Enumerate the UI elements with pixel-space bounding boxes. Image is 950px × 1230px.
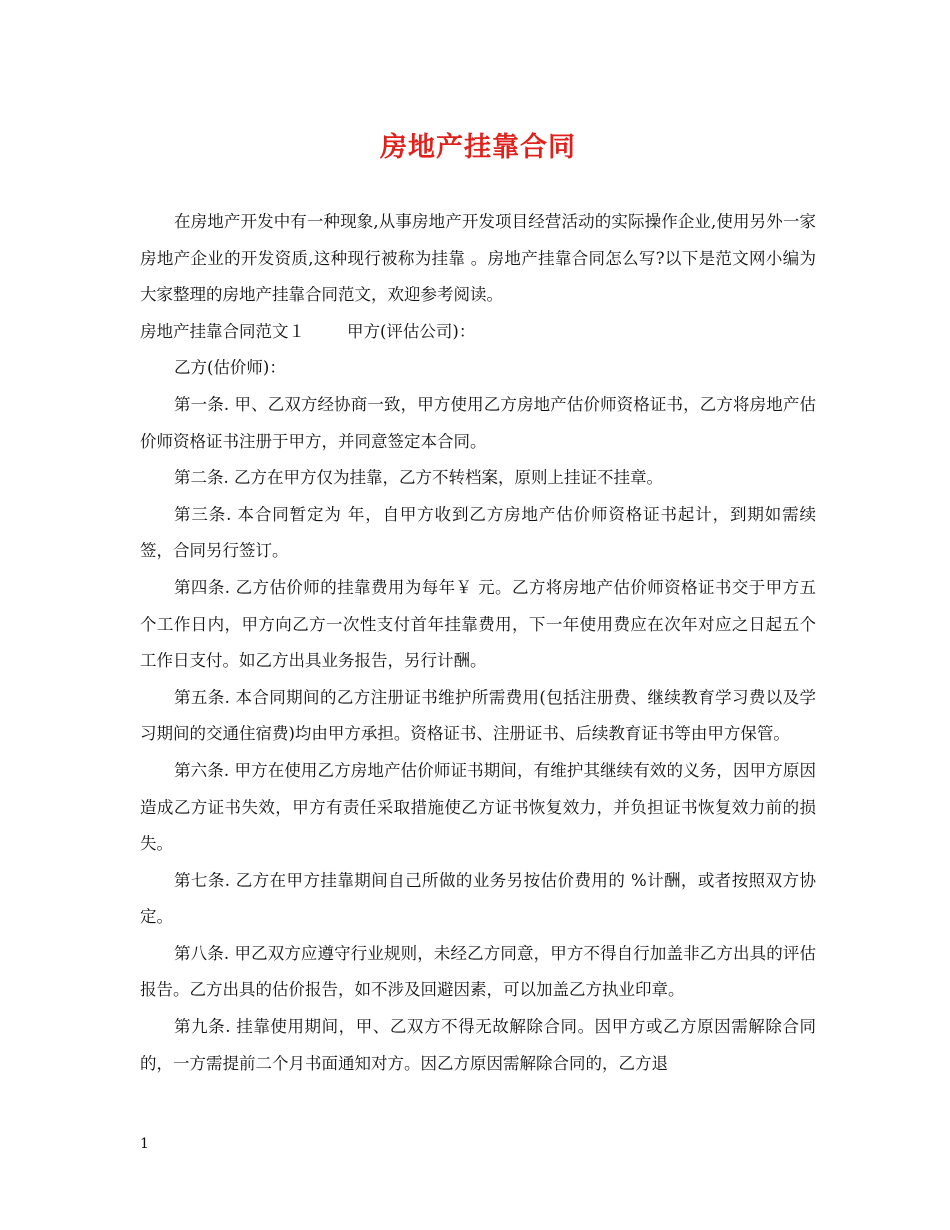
sample-heading-line bbox=[140, 314, 816, 351]
article-4: 第四条. 乙方估价师的挂靠费用为每年￥ 元。乙方将房地产估价师资格证书交于甲方五个工作日内，甲方向乙方一次性支付首年挂靠费用，下一年使用费应在次年对应之日起五个工作日支付。如乙方出具业务报告，另行计酬。 bbox=[140, 577, 816, 671]
article-3: 第三条. 本合同暂定为 年，自甲方收到乙方房地产估价师资格证书起计，到期如需续签，合同另行签订。 bbox=[140, 504, 816, 561]
article-1: 第一条. 甲、乙双方经协商一致，甲方使用乙方房地产估价师资格证书，乙方将房地产估价师资格证书注册于甲方，并同意签定本合同。 bbox=[140, 394, 816, 451]
sample-heading: 房地产挂靠合同范文１ bbox=[140, 321, 305, 341]
document-page bbox=[140, 0, 816, 1230]
article-7: 第七条. 乙方在甲方挂靠期间自己所做的业务另按估价费用的 %计酬，或者按照双方协定。 bbox=[140, 870, 816, 927]
article-5: 第五条. 本合同期间的乙方注册证书维护所需费用(包括注册费、继续教育学习费以及学习期间的交通住宿费)均由甲方承担。资格证书、注册证书、后续教育证书等由甲方保管。 bbox=[140, 687, 816, 744]
party-a-label: 甲方(评估公司)： bbox=[346, 321, 476, 341]
article-2: 第二条. 乙方在甲方仅为挂靠，乙方不转档案，原则上挂证不挂章。 bbox=[174, 468, 663, 488]
article-9: 第九条. 挂靠使用期间，甲、乙双方不得无故解除合同。因甲方或乙方原因需解除合同的，一方需提前二个月书面通知对方。因乙方原因需解除合同的，乙方退 bbox=[140, 1017, 816, 1073]
party-b-label: 乙方(估价师)： bbox=[174, 358, 286, 378]
document-body bbox=[140, 204, 816, 1082]
heading-gap bbox=[305, 322, 347, 341]
article-8: 第八条. 甲乙双方应遵守行业规则，未经乙方同意，甲方不得自行加盖非乙方出具的评估报告。乙方出具的估价报告，如不涉及回避因素，可以加盖乙方执业印章。 bbox=[140, 943, 816, 1000]
intro-paragraph: 在房地产开发中有一种现象,从事房地产开发项目经营活动的实际操作企业,使用另外一家房地产企业的开发资质,这种现行被称为挂靠 。房地产挂靠合同怎么写?以下是范文网小编为大家整理的房地产挂靠合同范文，欢迎参考阅读。 bbox=[140, 212, 816, 305]
document-title: 房地产挂靠合同 bbox=[380, 132, 576, 163]
page-number: 1 bbox=[140, 1136, 149, 1152]
article-6: 第六条. 甲方在使用乙方房地产估价师证书期间，有维护其继续有效的义务，因甲方原因造成乙方证书失效，甲方有责任采取措施使乙方证书恢复效力，并负担证书恢复效力前的损失。 bbox=[140, 760, 816, 854]
